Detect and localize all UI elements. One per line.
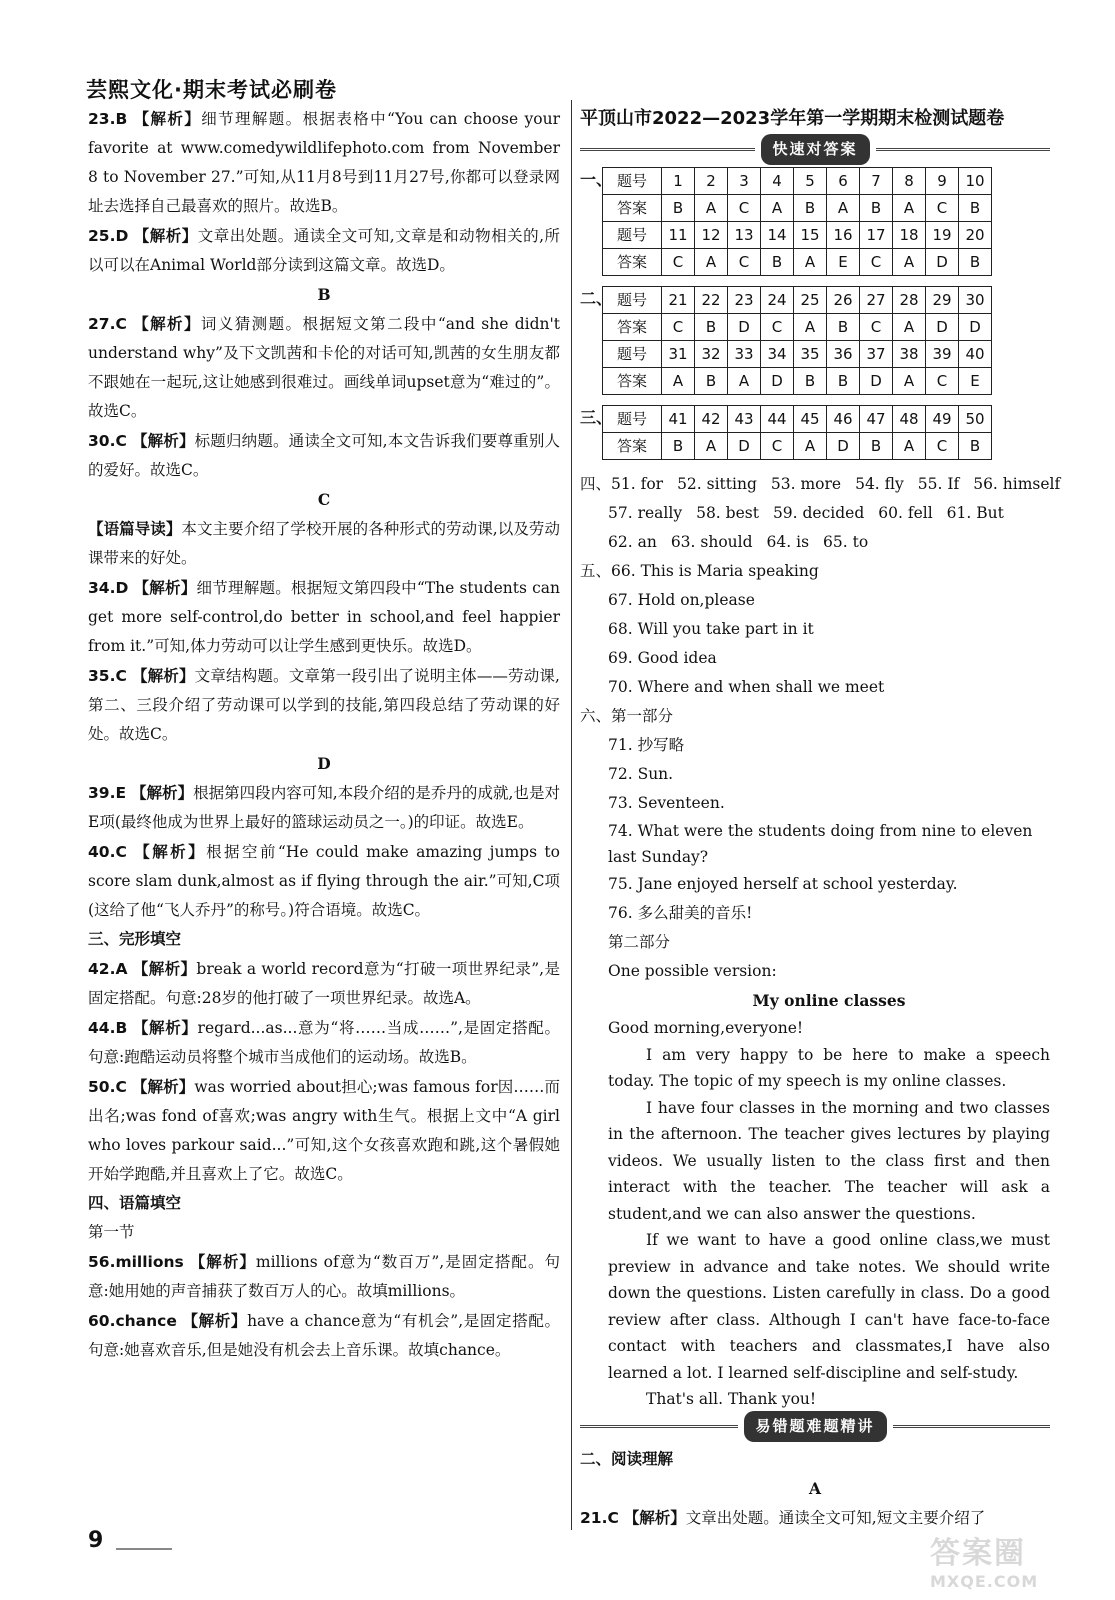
answer-75: 75. Jane enjoyed herself at school yesterday. [608, 875, 958, 893]
essay-paragraph-1: I am very happy to be here to make a speech today. The topic of my speech is my online classes. [608, 1045, 1050, 1090]
table-row: 题号 41 42 43 44 45 46 47 48 49 50 [603, 406, 992, 433]
answer-56: 56.millions 【解析】millions of意为“数百万”,是固定搭配。句意:她用她的声音捕获了数百万人的心。故填millions。 [88, 1252, 560, 1300]
section-1-label: 一、 [580, 170, 613, 189]
answer-40: 40.C 【解析】根据空前“He could make amazing jumps to score slam dunk,almost as if flying through the air.”可知,C项(这给了他“飞人乔丹”的称号。)符合语境。故选C。 [88, 842, 560, 919]
essay-greeting: Good morning,everyone! [608, 1019, 804, 1037]
answer-44: 44.B 【解析】regard...as...意为“将……当成……”,是固定搭配。句意:跑酷运动员将整个城市当成他们的运动场。故选B。 [88, 1018, 560, 1066]
answer-table-3 [602, 405, 992, 460]
table-row: 题号 21 22 23 24 25 26 27 28 29 30 [603, 287, 992, 314]
table-row: 答案 A B A D B B D A C E [603, 368, 992, 395]
fill-answers-line-1: 四、51. for 52. sitting 53. more 54. fly 55. If 56. himself [580, 475, 1061, 493]
hard-questions-label: 易错题难题精讲 [744, 1411, 887, 1442]
page-number-rule [116, 1548, 172, 1550]
section-six-heading: 六、第一部分 [580, 707, 674, 725]
answer-42: 42.A 【解析】break a world record意为“打破一项世界纪录”,是固定搭配。句意:28岁的他打破了一项世界纪录。故选A。 [88, 959, 560, 1007]
watermark-logo [930, 1528, 1090, 1591]
column-divider [571, 100, 572, 1530]
answer-30: 30.C 【解析】标题归纳题。通读全文可知,本文告诉我们要尊重别人的爱好。故选C。 [88, 431, 560, 479]
answer-68: 68. Will you take part in it [608, 620, 814, 638]
table-row: 题号 1 2 3 4 5 6 7 8 9 10 [603, 168, 992, 195]
page-number: 9 [88, 1528, 104, 1553]
answer-35: 35.C 【解析】文章结构题。文章第一段引出了说明主体——劳动课,第二、三段介绍了劳动课可以学到的技能,第四段总结了劳动课的好处。故选C。 [88, 666, 560, 743]
answer-70: 70. Where and when shall we meet [608, 678, 885, 696]
answer-27: 27.C 【解析】词义猜测题。根据短文第二段中“and she didn't understand why”及下文凯茜和卡伦的对话可知,凯茜的女生朋友都不跟她在一起玩,这让她感到很难过。画线单词upset意为“难过的”。故选C。 [88, 314, 560, 420]
answer-25: 25.D 【解析】文章出处题。通读全文可知,文章是和动物相关的,所以可以在Animal World部分读到这篇文章。故选D。 [88, 226, 560, 274]
passage-heading-a: A [808, 1478, 822, 1498]
quick-answers-banner [580, 137, 1050, 161]
watermark-url: MXQE.COM [930, 1572, 1039, 1591]
essay-paragraph-3: If we want to have a good online class,we must preview in advance and take notes. We should write down the questions. Listen carefully in class. Do a good review after class. Although I can't have face-to-face contact with teachers and classmates,I have also learned a lot. I learned self-discipline and self-study. [608, 1231, 1050, 1382]
section-part-one: 第一节 [88, 1223, 135, 1241]
answer-71: 71. 抄写略 [608, 736, 685, 754]
answer-34: 34.D 【解析】细节理解题。根据短文第四段中“The students can get more self-control,do better in school,and feel happier from it.”可知,体力劳动可以让学生感到更快乐。故选D。 [88, 578, 560, 655]
answer-50: 50.C 【解析】was worried about担心;was famous for因……而出名;was fond of喜欢;was angry with生气。根据上文中“A girl who loves parkour said...”可知,这个女孩喜欢跑和跳,这个暑假她开始学跑酷,并且喜欢上了它。故选C。 [88, 1077, 560, 1183]
table-row: 题号 11 12 13 14 15 16 17 18 19 20 [603, 222, 992, 249]
passage-heading-d: D [317, 754, 331, 773]
answer-76: 76. 多么甜美的音乐! [608, 904, 753, 922]
table-row: 答案 B A C A B A B A C B [603, 195, 992, 222]
section-passage-fill: 四、语篇填空 [88, 1194, 182, 1212]
answer-74: 74. What were the students doing from nine to eleven last Sunday? [608, 822, 1033, 866]
answer-grid-section-3 [580, 405, 1050, 460]
table-row: 答案 B A D C A D B A C B [603, 433, 992, 460]
part-two-heading: 第二部分 [608, 933, 671, 951]
table-row: 答案 C B D C A B C A D D [603, 314, 992, 341]
possible-version-label: One possible version: [608, 962, 777, 980]
essay-paragraph-2: I have four classes in the morning and two classes in the afternoon. The teacher gives lectures by playing videos. We usually listen to the class first and then interact with the teacher. The teacher will ask a student,and we can also answer the questions. [608, 1098, 1050, 1223]
answer-grid-section-2 [580, 286, 1050, 395]
passage-heading-c: C [317, 490, 331, 509]
brand-header: 芸熙文化·期末考试必刷卷 [86, 78, 337, 102]
answer-table-1 [602, 167, 992, 276]
answer-23: 23.B 【解析】细节理解题。根据表格中“You can choose your favorite at www.comedywildlifephoto.com from November 8 to November 27.”可知,从11月8号到11月27号,你都可以登录网址去选择自己最喜欢的照片。故选B。 [88, 109, 560, 215]
essay-closing: That's all. Thank you! [646, 1390, 817, 1408]
hard-questions-banner [580, 1415, 1050, 1439]
section-3-label: 三、 [580, 408, 613, 427]
section-2-label: 二、 [580, 289, 613, 308]
passage-heading-b: B [317, 285, 331, 304]
answer-grid-section-1 [580, 167, 1050, 276]
answer-69: 69. Good idea [608, 649, 717, 667]
fill-answers-line-3: 62. an 63. should 64. is 65. to [608, 533, 869, 551]
fill-answers-line-2: 57. really 58. best 59. decided 60. fell 61. But [608, 504, 1004, 522]
table-row: 题号 31 32 33 34 35 36 37 38 39 40 [603, 341, 992, 368]
answer-table-2 [602, 286, 992, 395]
answer-39: 39.E 【解析】根据第四段内容可知,本段介绍的是乔丹的成就,也是对E项(最终他成为世界上最好的篮球运动员之一。)的印证。故选E。 [88, 783, 560, 831]
right-column [580, 104, 1061, 1533]
section-reading: 二、阅读理解 [580, 1449, 674, 1468]
passage-guide: 【语篇导读】本文主要介绍了学校开展的各种形式的劳动课,以及劳动课带来的好处。 [88, 519, 560, 567]
essay-title: My online classes [752, 991, 906, 1010]
section-cloze: 三、完形填空 [88, 930, 182, 948]
answer-67: 67. Hold on,please [608, 591, 755, 609]
essay [580, 986, 1050, 1413]
left-column [88, 104, 560, 1365]
answer-73: 73. Seventeen. [608, 794, 725, 812]
answer-66: 五、66. This is Maria speaking [580, 562, 819, 580]
watermark-text: 答案圈 [930, 1536, 1026, 1571]
answer-60: 60.chance 【解析】have a chance意为“有机会”,是固定搭配。句意:她喜欢音乐,但是她没有机会去上音乐课。故填chance。 [88, 1311, 560, 1359]
quick-answers-label: 快速对答案 [761, 134, 870, 165]
exam-title: 平顶山市2022—2023学年第一学期期末检测试题卷 [580, 108, 1005, 129]
answer-72: 72. Sun. [608, 765, 674, 783]
answer-21: 21.C 【解析】文章出处题。通读全文可知,短文主要介绍了 [580, 1507, 986, 1527]
table-row: 答案 C A C B A E C A D B [603, 249, 992, 276]
